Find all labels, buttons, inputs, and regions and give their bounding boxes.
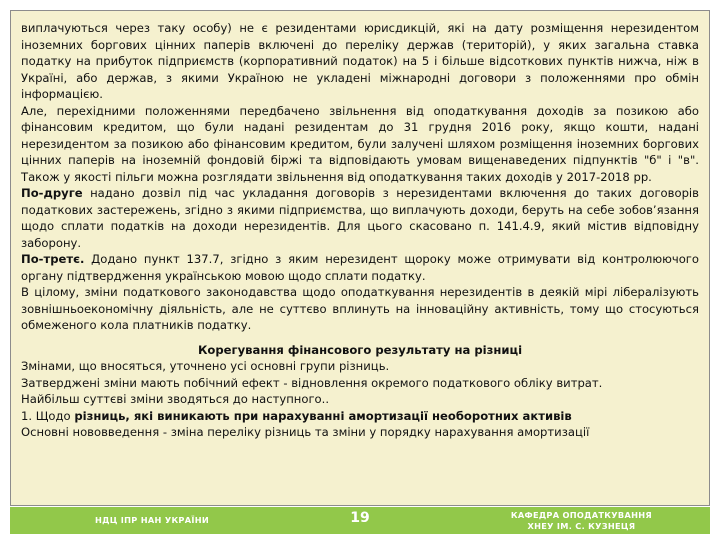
list-item-prefix: Щодо <box>32 408 75 423</box>
section-heading: Корегування фінансового результату на різниці <box>197 342 523 357</box>
footer-bar <box>10 507 710 534</box>
list-item-depreciation <box>21 408 699 425</box>
paragraph-nonresident-conditions: виплачуються через таку особу) не є резидентами юрисдикцій, які на дату розміщення нерезидентом іноземних боргових цінних паперів включені до переліку держав (територій), у яких загальна ставка податку на прибуток підприємств (корпоративний податок) на 5 і більше відсоткових пунктів нижча, ніж в Україні, або держав, з якими Україною не укладені міжнародні договори з положеннями про обмін інформацією. <box>21 21 699 101</box>
list-item-number: 1. <box>21 408 33 423</box>
slide-content-box <box>10 10 710 506</box>
paragraph-side-effect: Затверджені зміни мають побічний ефект - відновлення окремого податкового обліку витрат. <box>21 375 603 390</box>
paragraph-second-change <box>21 185 699 251</box>
page-number: 19 <box>350 510 370 526</box>
paragraph-main-innovations: Основні нововведення - зміна переліку різниць та зміни у порядку нарахування амортизації <box>21 425 590 439</box>
paragraph-changes-clarified: Змінами, що вносяться, уточнено усі основні групи різниць. <box>21 359 390 373</box>
paragraph-overall-conclusion: В цілому, зміни податкового законодавства щодо оподаткування нерезидентів в деякій мірі лібералізують зовнішньоекономічну діяльність, але не суттєво вплинуть на інноваційну активність, тому що стосуються обмеженого кола платників податку. <box>21 285 699 332</box>
paragraph-transitional-provisions: Але, перехідними положеннями передбачено звільнення від оподаткування доходів за позикою або фінансовим кредитом, що були надані резидентам до 31 грудня 2016 року, якщо кошти, надані нерезидентом за позикою або фінансовим кредитом, були залучені шляхом розміщення іноземних боргових цінних паперів на іноземній фондовій біржі та відповідають умовам вищенаведених підпунктів "б" і "в". Також у якості пільги можна розглядати звільнення від оподаткування таких доходів у 2017-2018 рр. <box>21 103 699 184</box>
footer-department-line1: КАФЕДРА ОПОДАТКУВАННЯ <box>510 510 652 520</box>
footer-department-line2: ХНЕУ ІМ. С. КУЗНЕЦЯ <box>527 521 636 531</box>
paragraph-text-thirdly: Додано пункт 137.7, згідно з яким нерезидент щороку може отримувати від контролюючого органу підтвердження українською мовою щодо сплати податку. <box>21 252 699 283</box>
footer-department <box>511 510 652 532</box>
paragraph-text-secondly: надано дозвіл під час укладання договорів з нерезидентами включення до таких договорів податкових застережень, згідно з якими підприємства, що виплачують доходи, беруть на себе зобов’язання щодо сплати податків на доходи нерезидентів. Для цього скасовано п. 141.4.9, який містив відповідну заборону. <box>21 186 699 250</box>
list-item-bold-text: різниць, які виникають при нарахуванні амортизації необоротних активів <box>74 408 572 423</box>
paragraph-third-change <box>21 251 699 284</box>
paragraph-lead-thirdly: По-третє. <box>21 252 85 266</box>
footer-organization: НДЦ ІПР НАН УКРАЇНИ <box>95 515 210 525</box>
paragraph-lead-secondly: По-друге <box>21 186 83 200</box>
paragraph-most-significant: Найбільш суттєві зміни зводяться до наступного.. <box>21 392 330 406</box>
